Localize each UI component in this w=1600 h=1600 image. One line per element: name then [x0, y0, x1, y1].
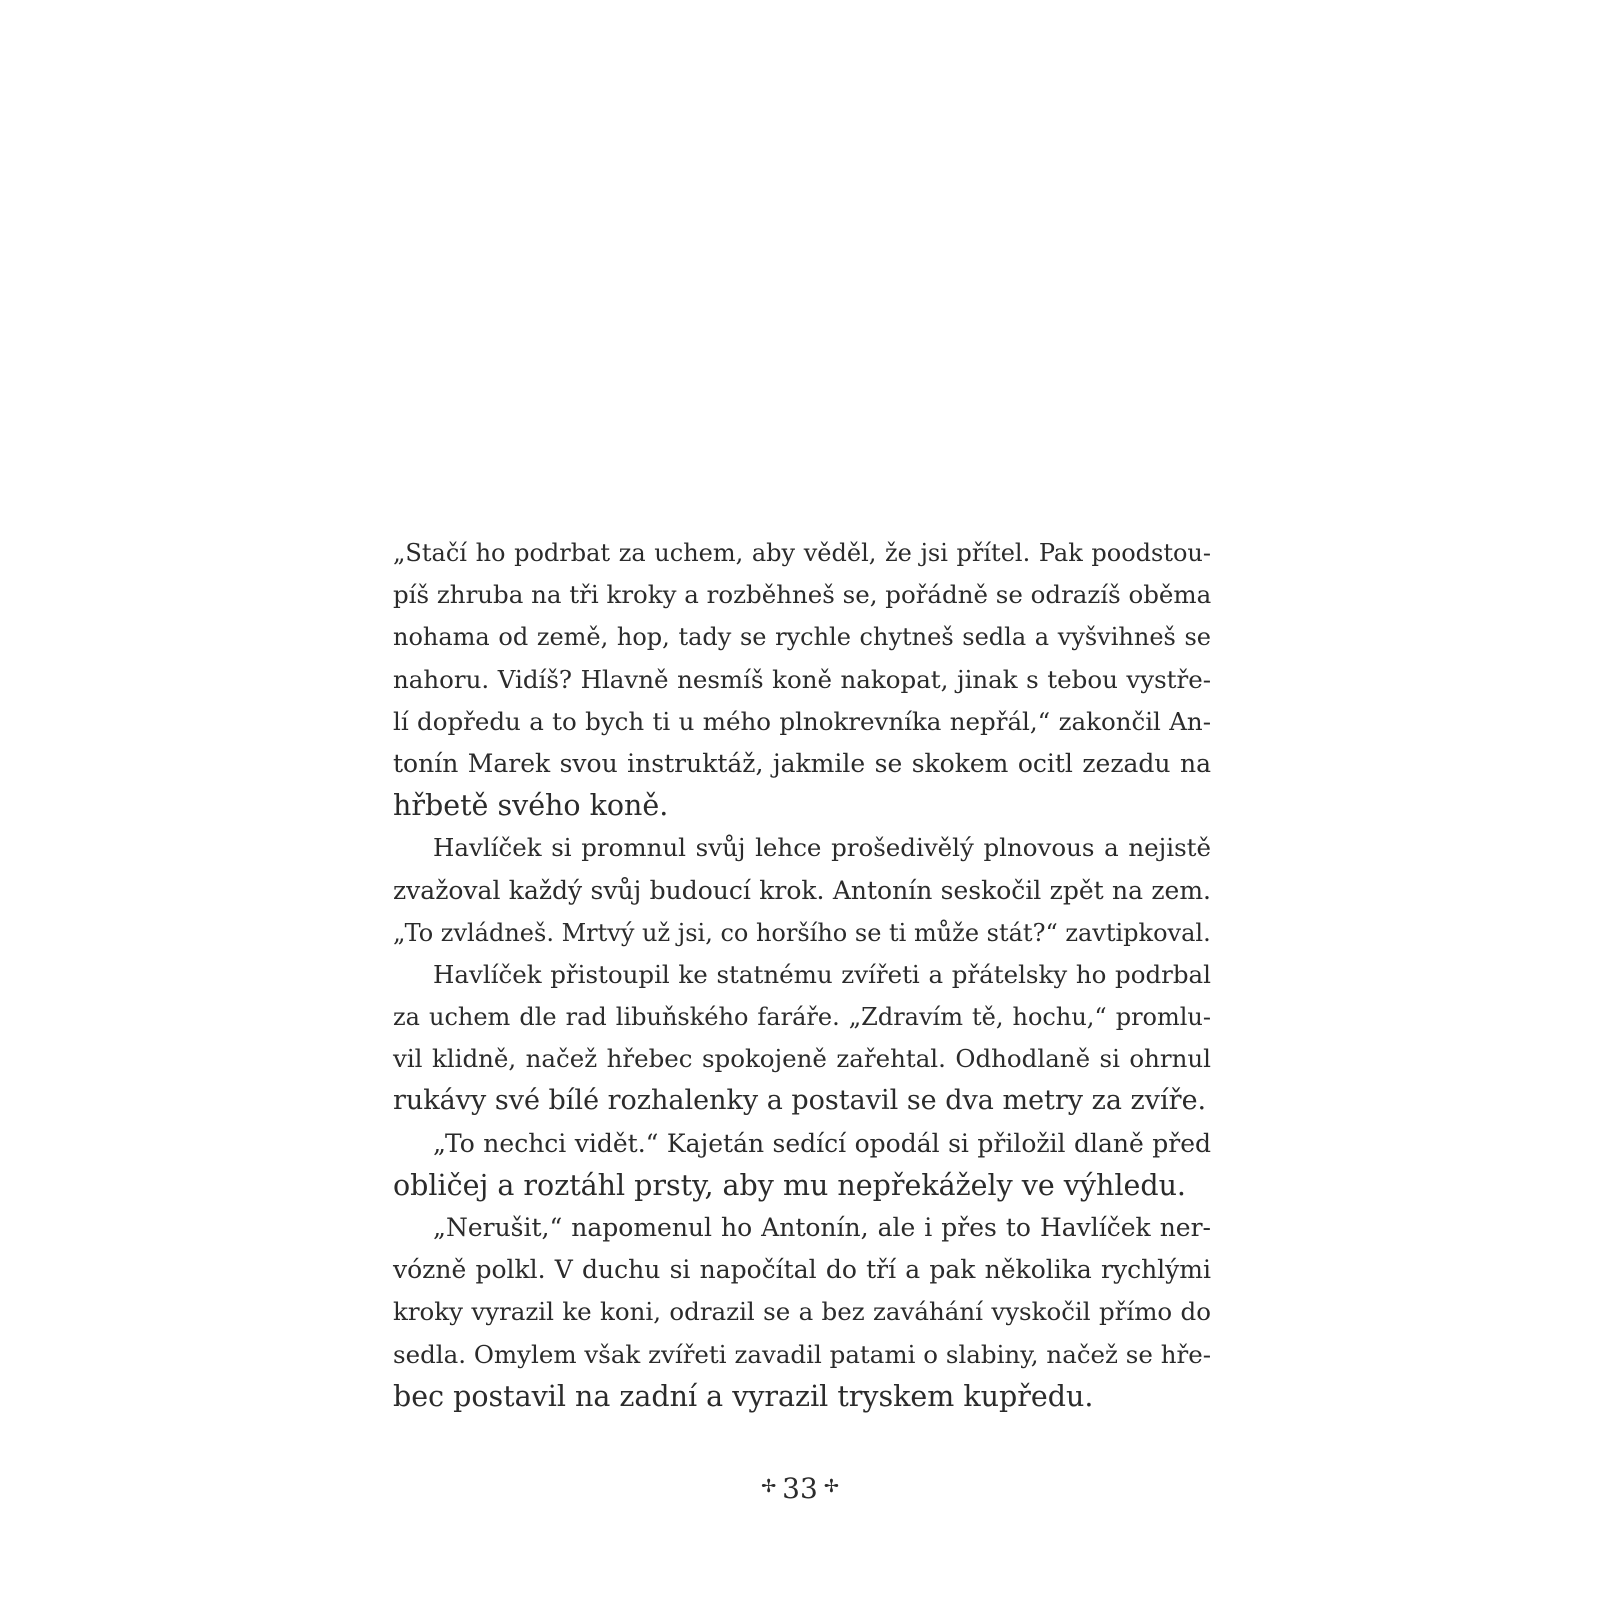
- text-line: „To nechci vidět.“ Kajetán sedící opodál si přiložil dlaně před: [433, 1128, 1211, 1158]
- text-line: vózně polkl. V duchu si napočítal do tří a pak několika rychlými: [393, 1255, 1211, 1285]
- ornament-left-icon: ✢: [761, 1476, 777, 1497]
- text-line: rukávy své bílé rozhalenky a postavil se dva metry za zvíře.: [393, 1085, 1207, 1117]
- text-line: obličej a roztáhl prsty, aby mu nepřekážely ve výhledu.: [393, 1168, 1186, 1202]
- body-text: [393, 532, 1211, 1418]
- text-line: nahoru. Vidíš? Hlavně nesmíš koně nakopat, jinak s tebou vystře-: [393, 664, 1211, 694]
- text-line: píš zhruba na tři kroky a rozběhneš se, pořádně se odrazíš oběma: [393, 580, 1212, 610]
- text-line: hřbetě svého koně.: [393, 789, 669, 823]
- text-line: Havlíček přistoupil ke statnému zvířeti a přátelsky ho podrbal: [433, 959, 1211, 989]
- ornament-right-icon: ✢: [823, 1476, 839, 1497]
- text-line: „Stačí ho podrbat za uchem, aby věděl, že jsi přítel. Pak poodstou-: [393, 539, 1211, 567]
- text-line: Havlíček si promnul svůj lehce prošedivělý plnovous a nejistě: [433, 833, 1211, 863]
- text-line: zvažoval každý svůj budoucí krok. Antonín seskočil zpět na zem.: [393, 875, 1211, 905]
- text-line: kroky vyrazil ke koni, odrazil se a bez zaváhání vyskočil přímo do: [393, 1297, 1211, 1327]
- page-folio: [0, 1470, 1600, 1510]
- page-number: 33: [782, 1472, 818, 1505]
- text-line: bec postavil na zadní a vyrazil tryskem kupředu.: [393, 1379, 1094, 1413]
- text-line: lí dopředu a to bych ti u mého plnokrevníka nepřál,“ zakončil An-: [393, 706, 1211, 736]
- text-line: „Nerušit,“ napomenul ho Antonín, ale i přes to Havlíček ner-: [433, 1213, 1211, 1242]
- text-line: nohama od země, hop, tady se rychle chytneš sedla a vyšvihneš se: [393, 623, 1211, 652]
- text-line: za uchem dle rad libuňského faráře. „Zdravím tě, hochu,“ promlu-: [393, 1003, 1211, 1032]
- text-line: vil klidně, načež hřebec spokojeně zařehtal. Odhodlaně si ohrnul: [393, 1044, 1211, 1074]
- text-line: „To zvládneš. Mrtvý už jsi, co horšího se ti může stát?“ zavtipkoval.: [393, 918, 1211, 947]
- text-line: tonín Marek svou instruktáž, jakmile se skokem ocitl zezadu na: [393, 748, 1211, 778]
- text-line: sedla. Omylem však zvířeti zavadil patami o slabiny, načež se hře-: [393, 1339, 1211, 1369]
